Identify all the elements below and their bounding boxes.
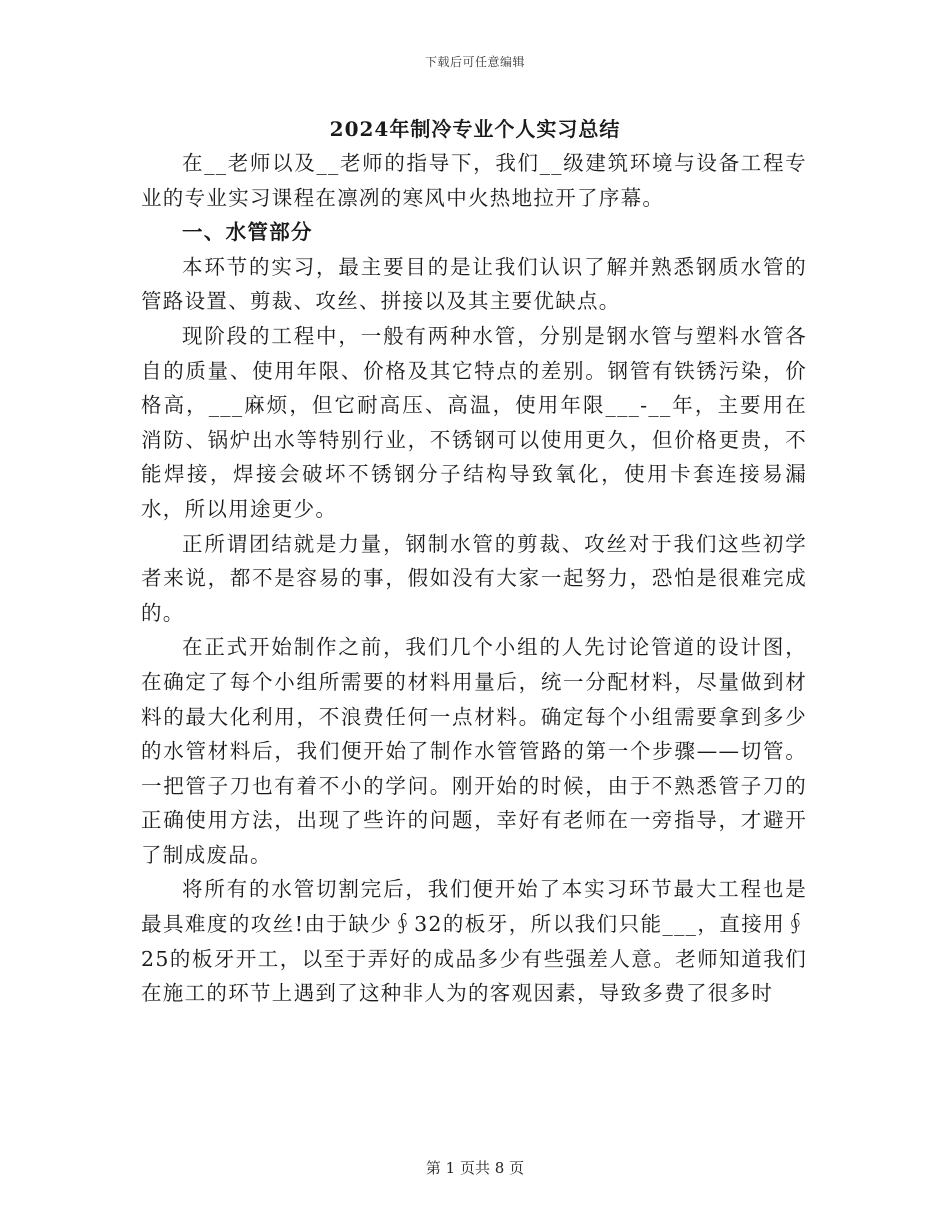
paragraph-intro: 在__老师以及__老师的指导下，我们__级建筑环境与设备工程专业的专业实习课程在凛冽的寒风中火热地拉开了序幕。 (141, 151, 807, 210)
paragraph-purpose: 本环节的实习，最主要目的是让我们认识了解并熟悉钢质水管的管路设置、剪裁、攻丝、拼接以及其主要优缺点。 (141, 254, 807, 314)
header-note: 下载后可任意编辑 (424, 55, 525, 69)
paragraph-threading: 将所有的水管切割完后，我们便开始了本实习环节最大工程也是最具难度的攻丝!由于缺少∮32的板牙，所以我们只能___，直接用∮25的板牙开工，以至于弄好的成品多少有些强差人意。老师知道我们在施工的环节上遇到了这种非人为的客观因素，导致多费了很多时 (141, 877, 807, 1006)
paragraph-pipe-types: 现阶段的工程中，一般有两种水管，分别是钢水管与塑料水管各自的质量、使用年限、价格及其它特点的差别。钢管有铁锈污染，价格高，___麻烦，但它耐高压、高温，使用年限___-__年，主要用在消防、锅炉出水等特别行业，不锈钢可以使用更久，但价格更贵，不能焊接，焊接会破坏不锈钢分子结构导致氧化，使用卡套连接易漏水，所以用途更少。 (141, 323, 807, 521)
page-footer: 第 1 页共 8 页 (425, 1159, 525, 1177)
paragraph-preparation: 在正式开始制作之前，我们几个小组的人先讨论管道的设计图，在确定了每个小组所需要的材料用量后，统一分配材料，尽量做到材料的最大化利用，不浪费任何一点材料。确定每个小组需要拿到多少的水管材料后，我们便开始了制作水管管路的第一个步骤——切管。一把管子刀也有着不小的学问。刚开始的时候，由于不熟悉管子刀的正确使用方法，出现了些许的问题，幸好有老师在一旁指导，才避开了制成废品。 (141, 635, 807, 867)
section-heading-water-pipe: 一、水管部分 (182, 220, 313, 245)
paragraph-teamwork: 正所谓团结就是力量，钢制水管的剪裁、攻丝对于我们这些初学者来说，都不是容易的事，假如没有大家一起努力，恐怕是很难完成的。 (141, 531, 807, 625)
document-title: 2024年制冷专业个人实习总结 (329, 117, 621, 141)
document-body (141, 146, 807, 1011)
